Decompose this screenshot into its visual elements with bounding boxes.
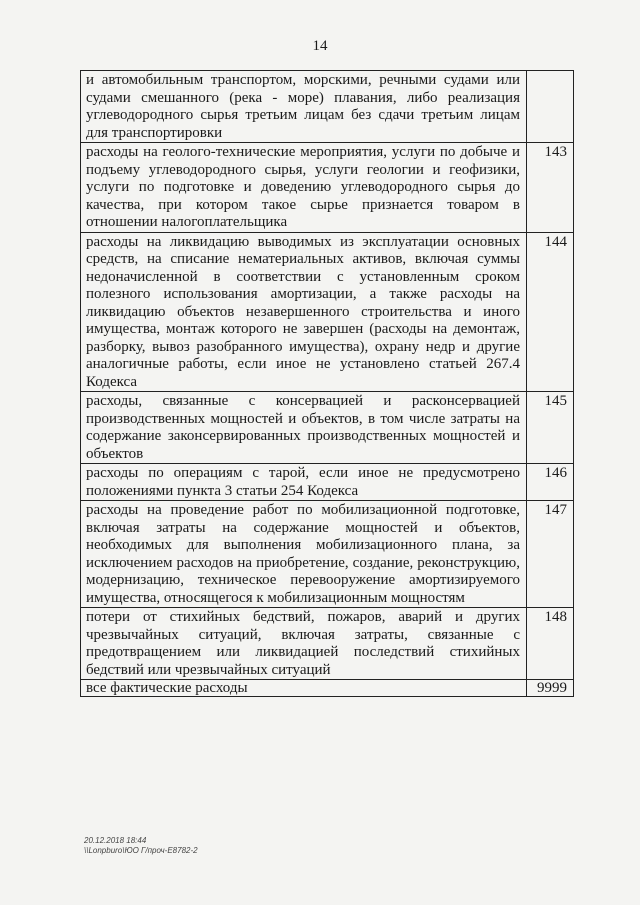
row-code <box>527 71 574 143</box>
table-row <box>81 143 574 233</box>
table-row <box>81 464 574 501</box>
table-row <box>81 608 574 680</box>
row-code: 145 <box>527 392 574 464</box>
row-code: 148 <box>527 608 574 680</box>
footer-file-path: \\Lonpburo\ЮО Г/проч-Е8782-2 <box>84 846 198 855</box>
document-footer <box>84 836 198 856</box>
table-row <box>81 501 574 608</box>
row-description: расходы по операциям с тарой, если иное не предусмотрено положениями пункта 3 статьи 254 Кодекса <box>81 464 527 501</box>
row-code: 147 <box>527 501 574 608</box>
row-code: 144 <box>527 232 574 392</box>
row-code: 9999 <box>527 680 574 697</box>
row-description: расходы, связанные с консервацией и расконсервацией производственных мощностей и объектов, в том числе затраты на содержание законсервированных производственных мощностей и объектов <box>81 392 527 464</box>
table-row <box>81 71 574 143</box>
row-description: расходы на проведение работ по мобилизационной подготовке, включая затраты на содержание мощностей и объектов, необходимых для выполнения мобилизационного плана, за исключением расходов на приобретение, создание, реконструкцию, модернизацию, техническое перевооружение амортизируемого имущества, относящегося к мобилизационным мощностям <box>81 501 527 608</box>
row-description: расходы на ликвидацию выводимых из эксплуатации основных средств, на списание нематериальных активов, включая суммы недоначисленной в соответствии с установленным сроком полезного использования амортизации, а также расходы на ликвидацию объектов незавершенного строительства и иного имущества, монтаж которого не завершен (расходы на демонтаж, разборку, вывоз разобранного имущества), охрану недр и другие аналогичные работы, если иное не установлено статьей 267.4 Кодекса <box>81 232 527 392</box>
table-row <box>81 680 574 697</box>
row-code: 143 <box>527 143 574 233</box>
row-description: все фактические расходы <box>81 680 527 697</box>
expense-codes-table <box>80 70 574 697</box>
row-description: потери от стихийных бедствий, пожаров, аварий и других чрезвычайных ситуаций, включая затраты, связанные с предотвращением или ликвидацией последствий стихийных бедствий или чрезвычайных ситуаций <box>81 608 527 680</box>
row-code: 146 <box>527 464 574 501</box>
table-row <box>81 232 574 392</box>
table-row <box>81 392 574 464</box>
footer-timestamp: 20.12.2018 18:44 <box>84 836 147 845</box>
row-description: расходы на геолого-технические мероприятия, услуги по добыче и подъему углеводородного сырья, услуги геологии и геофизики, услуги по подготовке и доведению углеводородного сырья до качества, при котором такое сырье признается товаром в отношении налогоплательщика <box>81 143 527 233</box>
page-number: 14 <box>312 38 328 54</box>
row-description: и автомобильным транспортом, морскими, речными судами или судами смешанного (река - море) плавания, либо реализация углеводородного сырья третьим лицам без сдачи третьим лицам для транспортировки <box>81 71 527 143</box>
